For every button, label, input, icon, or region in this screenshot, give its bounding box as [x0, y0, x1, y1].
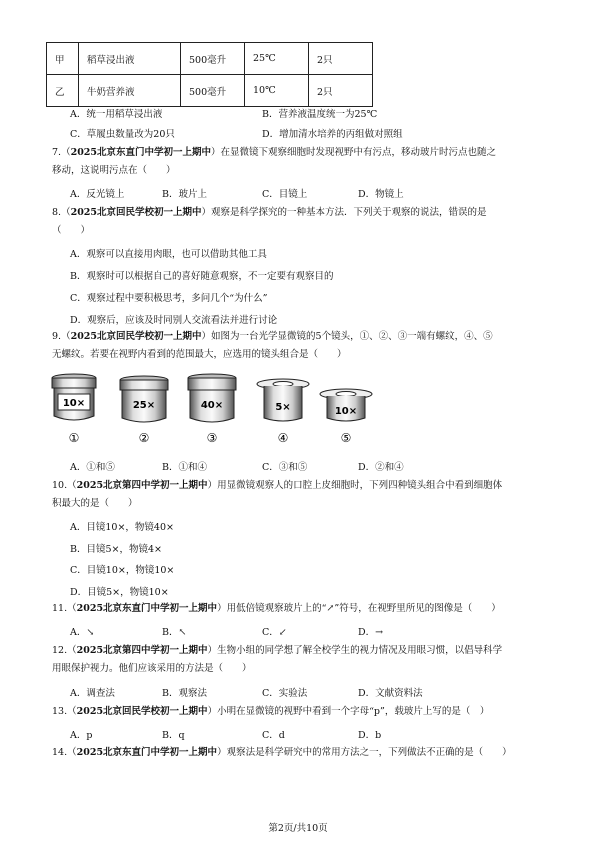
- q13-option-b: B．q: [162, 730, 185, 741]
- question-number: 9.（: [52, 331, 71, 342]
- question-source: 2025北京第四中学初一上期中: [76, 645, 208, 656]
- lens-1-number: ①: [68, 431, 80, 445]
- q7-option-d: D．物镜上: [358, 189, 404, 200]
- q10-option-c: C．目镜10×，物镜10×: [70, 565, 175, 576]
- q13-option-a: A．p: [70, 730, 93, 741]
- table-cell: 25℃: [245, 43, 309, 75]
- table-cell: 甲: [47, 43, 79, 75]
- table-cell: 乙: [47, 75, 79, 107]
- lens-4-mag: 5×: [275, 402, 291, 413]
- question-12-line2: 用眼保护视力。他们应该采用的方法是（ ）: [52, 663, 252, 674]
- question-9: [52, 331, 493, 343]
- lens-1-mag: 10×: [62, 398, 86, 409]
- page-footer: 第2页/共10页: [268, 823, 328, 834]
- question-source: 2025北京东直门中学初一上期中: [76, 747, 218, 758]
- question-source: 2025北京回民学校初一上期中: [70, 207, 202, 218]
- question-11: [52, 603, 501, 615]
- question-source: 2025北京第四中学初一上期中: [76, 480, 208, 491]
- lens-3-number: ③: [206, 431, 218, 445]
- table-row: [47, 75, 373, 107]
- q11-option-b: B．↖: [162, 627, 187, 638]
- q10-option-b: B．目镜5×，物镜4×: [70, 544, 162, 555]
- q9-option-d: D．②和④: [358, 462, 404, 473]
- question-7-line2: 移动，这说明污点在（ ）: [52, 165, 176, 176]
- question-number: 11.（: [52, 603, 77, 614]
- lens-5-mag: 10×: [334, 406, 358, 417]
- lens-diagram: [46, 372, 376, 450]
- q7-option-b: B．玻片上: [162, 189, 207, 200]
- q7-option-a: A．反光镜上: [70, 189, 125, 200]
- q12-option-b: B．观察法: [162, 688, 207, 699]
- q13-option-d: D．b: [358, 730, 382, 741]
- question-source: 2025北京回民学校初一上期中: [76, 706, 208, 717]
- q9-option-b: B．①和④: [162, 462, 207, 473]
- table-row: [47, 43, 373, 75]
- question-14: [52, 747, 512, 759]
- question-text: ）小明在显微镜的视野中看到一个字母“p”，载玻片上写的是（ ）: [207, 706, 490, 717]
- table-cell: 500毫升: [181, 75, 245, 107]
- lens-5-number: ⑤: [340, 431, 352, 445]
- q12-option-a: A．调查法: [70, 688, 115, 699]
- q8-option-d: D．观察后，应该及时同别人交流看法并进行讨论: [70, 315, 278, 326]
- question-number: 8.（: [52, 207, 71, 218]
- question-source: 2025北京东直门中学初一上期中: [76, 603, 218, 614]
- table-cell: 牛奶营养液: [79, 75, 181, 107]
- experiment-table: [46, 42, 373, 107]
- table-cell: 2只: [309, 75, 373, 107]
- q12-option-d: D．文献资料法: [358, 688, 423, 699]
- q6-option-c: C．草履虫数量改为20只: [70, 129, 175, 140]
- q9-option-a: A．①和⑤: [70, 462, 115, 473]
- q7-option-c: C．目镜上: [262, 189, 308, 200]
- q10-option-a: A．目镜10×，物镜40×: [70, 522, 174, 533]
- question-text: ）在显微镜下观察细胞时发现视野中有污点，移动玻片时污点也随之: [211, 147, 497, 158]
- question-13: [52, 706, 489, 718]
- question-text: ）观察法是科学研究中的常用方法之一，下列做法不正确的是（ ）: [217, 747, 512, 758]
- question-8-line2: （ ）: [52, 225, 91, 236]
- q6-option-b: B．营养液温度统一为25℃: [262, 109, 378, 120]
- q6-option-a: A．统一用稻草浸出液: [70, 109, 163, 120]
- question-number: 10.（: [52, 480, 77, 491]
- table-cell: 稻草浸出液: [79, 43, 181, 75]
- lens-4-number: ④: [277, 431, 289, 445]
- q11-option-a: A．↘: [70, 627, 95, 638]
- question-number: 14.（: [52, 747, 77, 758]
- question-text: ）用显微镜观察人的口腔上皮细胞时，下列四种镜头组合中看到细胞体: [207, 480, 503, 491]
- question-number: 7.（: [52, 147, 71, 158]
- lens-5-icon: [320, 389, 372, 445]
- question-source: 2025北京回民学校初一上期中: [70, 331, 202, 342]
- lens-2-mag: 25×: [132, 400, 156, 411]
- lens-2-icon: [120, 376, 168, 445]
- table-cell: 500毫升: [181, 43, 245, 75]
- question-text: ）如图为一台光学显微镜的5个镜头，①、②、③一端有螺纹，④、⑤: [201, 331, 493, 342]
- lens-3-icon: [188, 374, 236, 445]
- question-text: ）观察是科学探究的一种基本方法．下列关于观察的说法，错误的是: [201, 207, 487, 218]
- q8-option-c: C．观察过程中要积极思考，多问几个“为什么”: [70, 293, 268, 304]
- question-10: [52, 480, 502, 492]
- question-text: ）用低倍镜观察玻片上的“↗”符号，在视野里所见的图像是（ ）: [217, 603, 501, 614]
- question-number: 13.（: [52, 706, 77, 717]
- table-cell: 2只: [309, 43, 373, 75]
- q8-option-a: A．观察可以直接用肉眼，也可以借助其他工具: [70, 249, 267, 260]
- q9-option-c: C．③和⑤: [262, 462, 308, 473]
- question-7: [52, 147, 496, 159]
- q10-option-d: D．目镜5×，物镜10×: [70, 587, 169, 598]
- question-source: 2025北京东直门中学初一上期中: [70, 147, 212, 158]
- lens-1-icon: [52, 374, 96, 445]
- lens-3-mag: 40×: [200, 400, 224, 411]
- q11-option-d: D．→: [358, 627, 384, 638]
- question-12: [52, 645, 502, 657]
- question-number: 12.（: [52, 645, 77, 656]
- question-text: ）生物小组的同学想了解全校学生的视力情况及用眼习惯，以倡导科学: [207, 645, 503, 656]
- lens-2-number: ②: [138, 431, 150, 445]
- lens-4-icon: [257, 379, 309, 445]
- question-9-line2: 无螺纹。若要在视野内看到的范围最大，应选用的镜头组合是（ ）: [52, 349, 347, 360]
- q11-option-c: C．↙: [262, 627, 287, 638]
- question-10-line2: 积最大的是（ ）: [52, 498, 138, 509]
- question-8: [52, 207, 487, 219]
- table-cell: 10℃: [245, 75, 309, 107]
- q8-option-b: B．观察时可以根据自己的喜好随意观察，不一定要有观察目的: [70, 271, 334, 282]
- q13-option-c: C．d: [262, 730, 285, 741]
- q6-option-d: D．增加清水培养的丙组做对照组: [262, 129, 403, 140]
- q12-option-c: C．实验法: [262, 688, 308, 699]
